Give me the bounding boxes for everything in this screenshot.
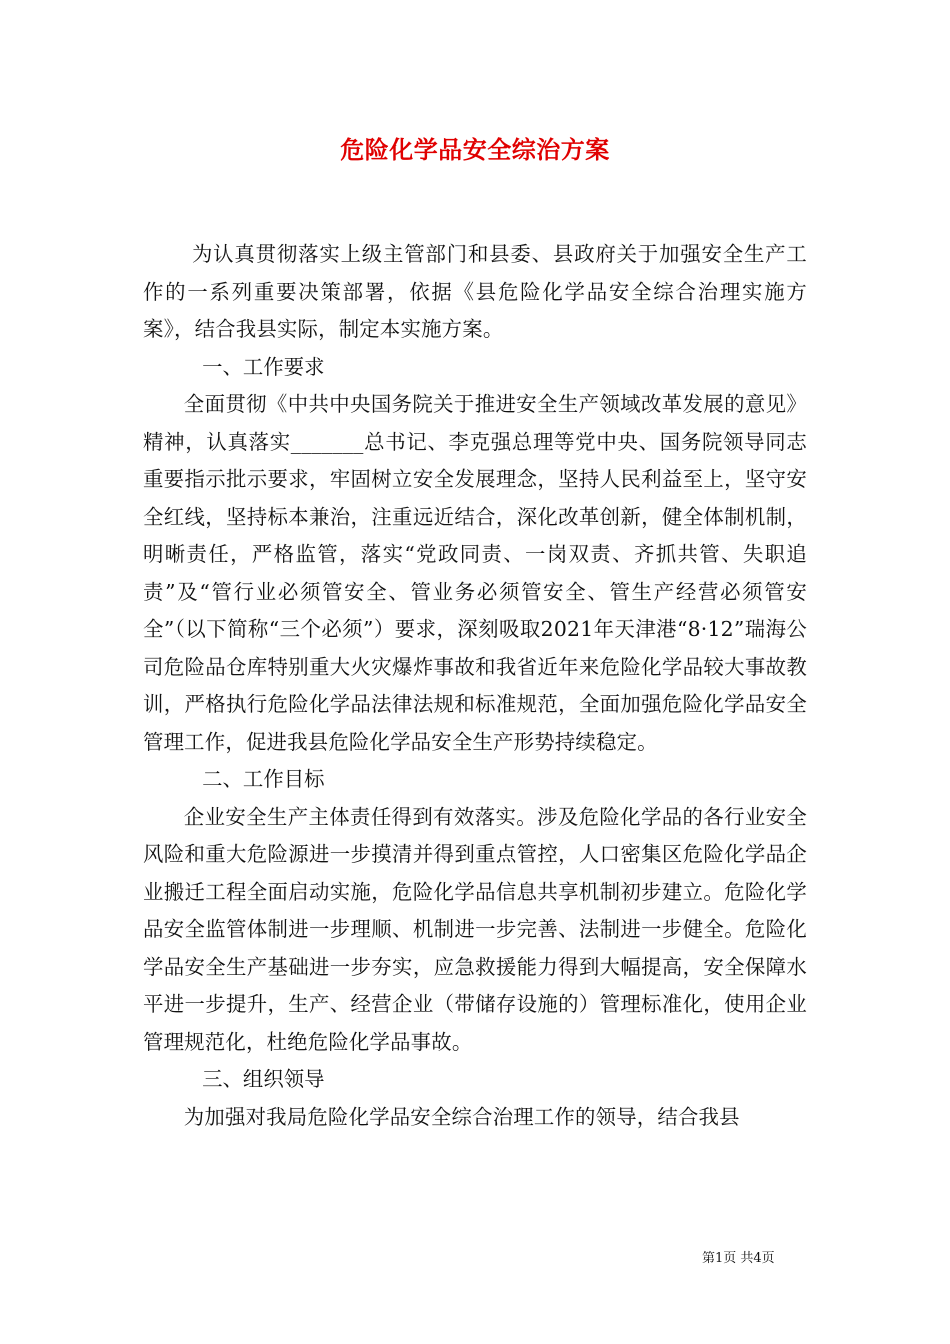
section-heading-goals: 二、工作目标 xyxy=(202,767,325,791)
page-number-footer: 第1页 共4页 xyxy=(702,1251,775,1266)
intro-paragraph: 为认真贯彻落实上级主管部门和县委、县政府关于加强安全生产工作的一系列重要决策部署，依据《县危险化学品安全综合治理实施方案》，结合我县实际，制定本实施方案。 xyxy=(143,242,807,341)
leadership-paragraph: 为加强对我局危险化学品安全综合治理工作的领导，结合我县 xyxy=(183,1104,740,1129)
section-heading-leadership: 三、组织领导 xyxy=(202,1067,325,1091)
requirements-paragraph: 全面贯彻《中共中央国务院关于推进安全生产领域改革发展的意见》精神，认真落实_______总书记、李克强总理等党中央、国务院领导同志重要指示批示要求，牢固树立安全发展理念，坚持人民利益至上，坚守安全红线，坚持标本兼治，注重远近结合，深化改革创新，健全体制机制，明晰责任，严格监管，落实“党政同责、一岗双责、齐抓共管、失职追责”及“管行业必须管安全、管业务必须管安全、管生产经营必须管安全”（以下简称“三个必须”）要求，深刻吸取2021年天津港“8·12”瑞海公司危险品仓库特别重大火灾爆炸事故和我省近年来危险化学品较大事故教训，严格执行危险化学品法律法规和标准规范，全面加强危险化学品安全管理工作，促进我县危险化学品安全生产形势持续稳定。 xyxy=(143,392,807,754)
goals-paragraph: 企业安全生产主体责任得到有效落实。涉及危险化学品的各行业安全风险和重大危险源进一步摸清并得到重点管控，人口密集区危险化学品企业搬迁工程全面启动实施，危险化学品信息共享机制初步建立。危险化学品安全监管体制进一步理顺、机制进一步完善、法制进一步健全。危险化学品安全生产基础进一步夯实，应急救援能力得到大幅提高，安全保障水平进一步提升，生产、经营企业（带储存设施的）管理标准化，使用企业管理规范化，杜绝危险化学品事故。 xyxy=(143,804,807,1054)
document-title: 危险化学品安全综治方案 xyxy=(340,135,610,164)
section-heading-requirements: 一、工作要求 xyxy=(202,354,325,379)
document-body xyxy=(143,236,807,1136)
